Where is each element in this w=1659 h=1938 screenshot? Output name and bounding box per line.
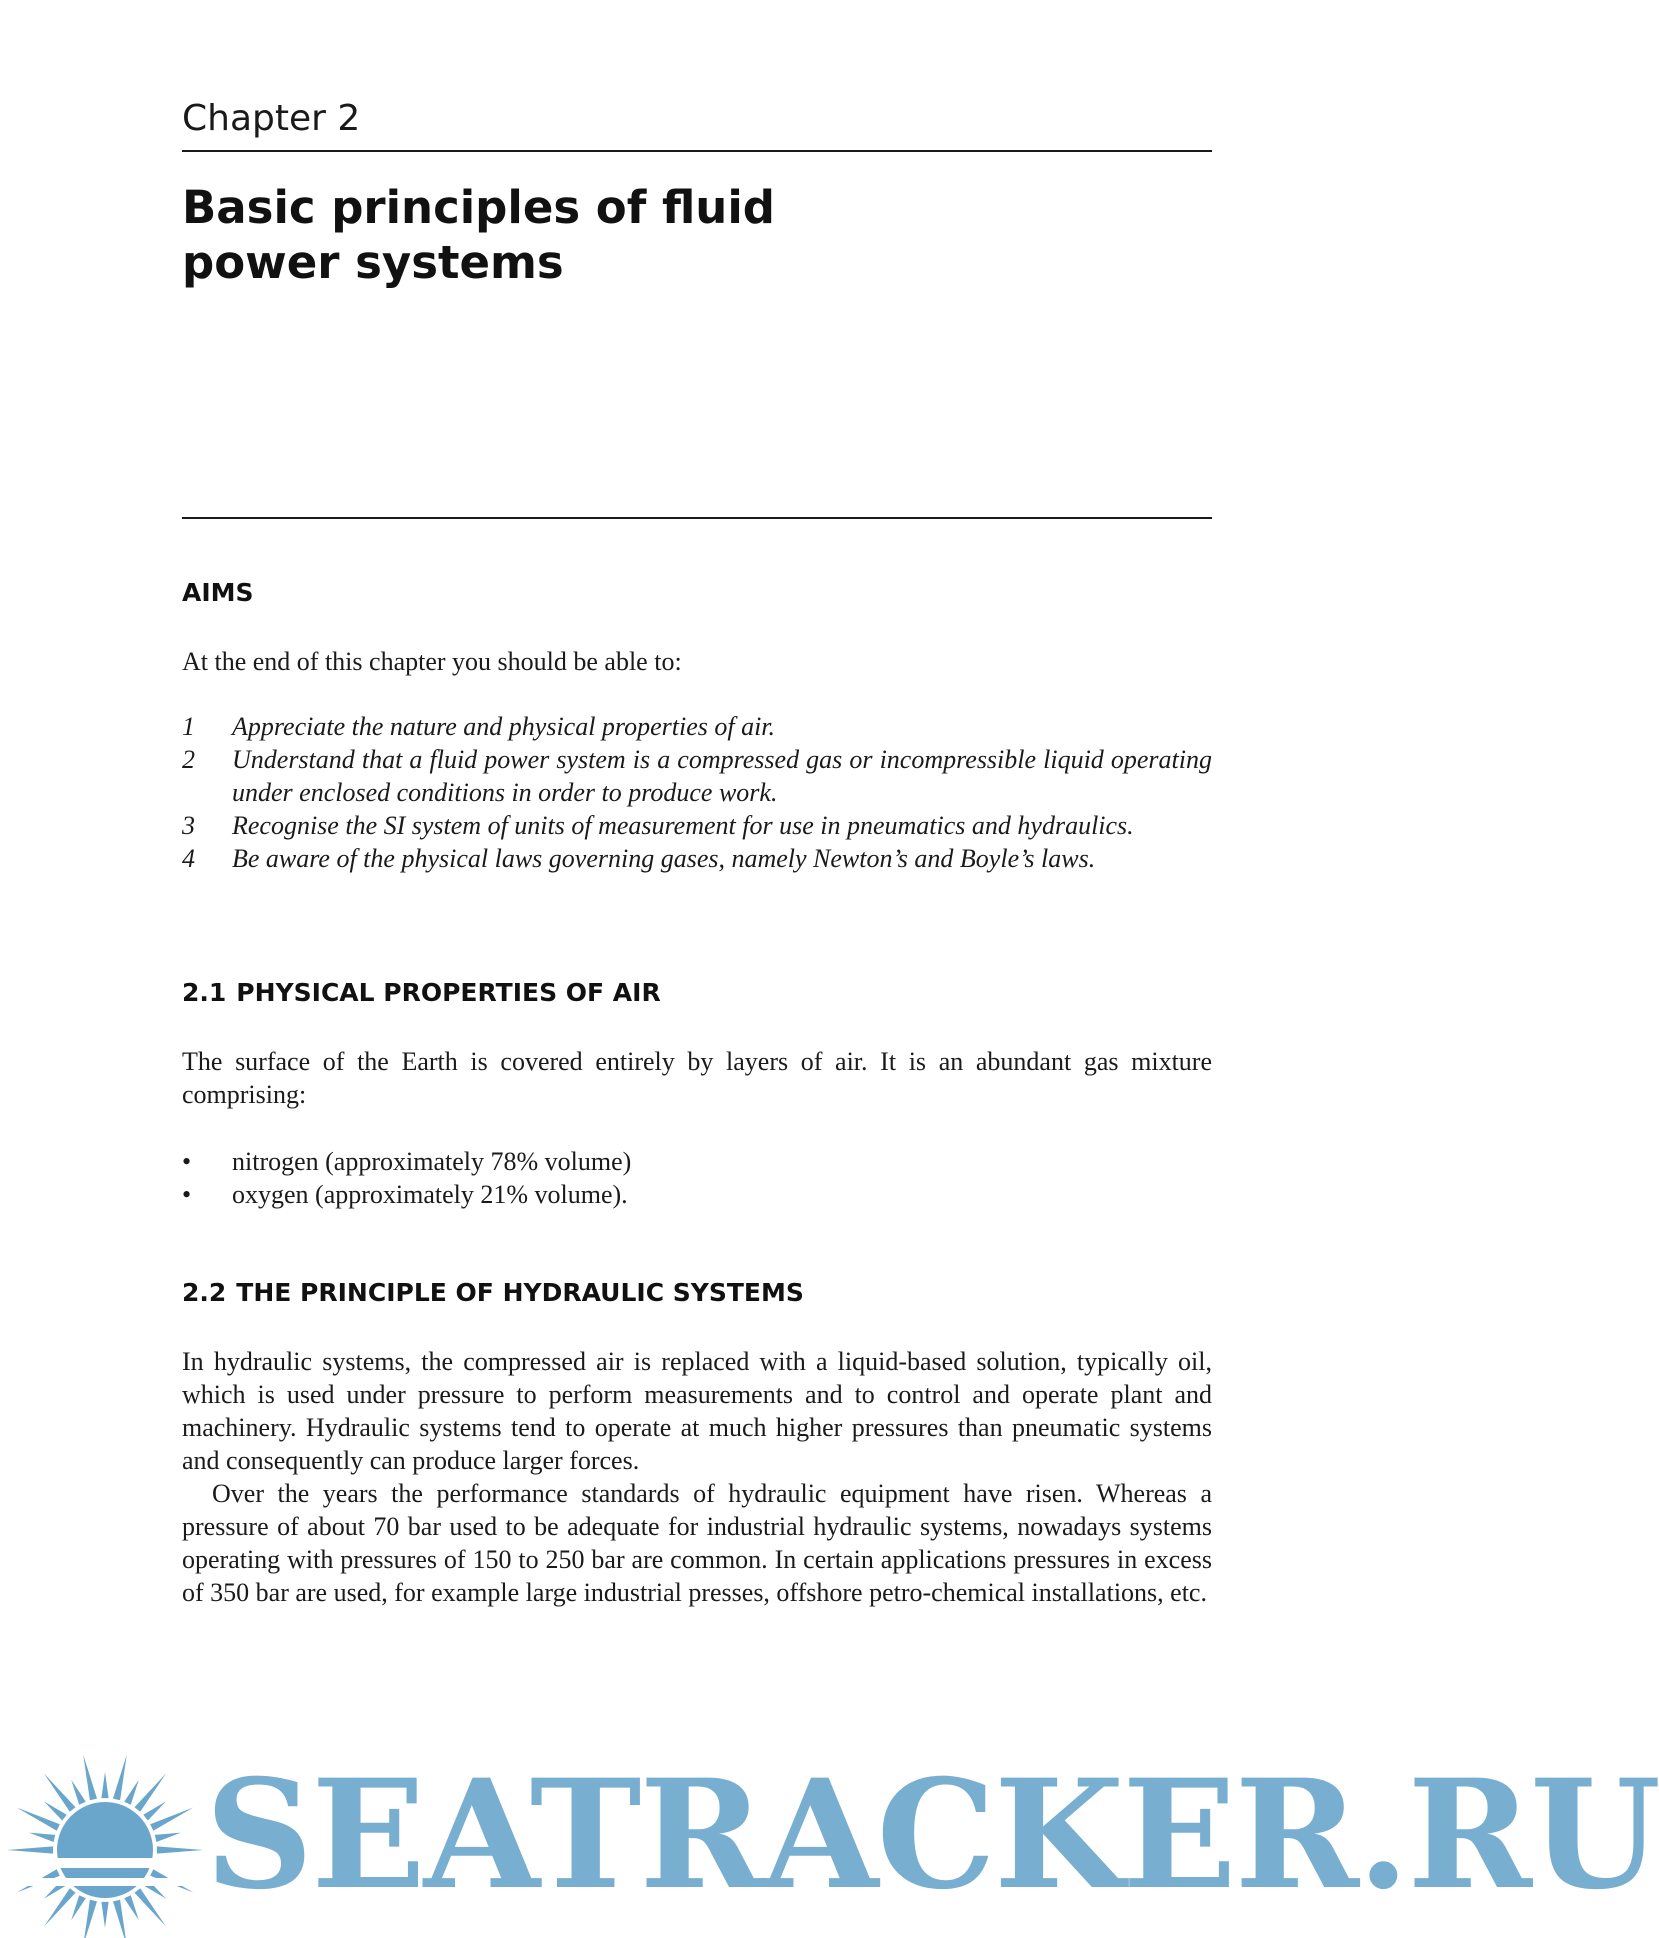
bullet-symbol: • <box>182 1180 192 1209</box>
sun-ray <box>71 1780 86 1805</box>
watermark-text: SEATRACKER.RU <box>205 1747 1659 1923</box>
sun-ray <box>157 1846 203 1853</box>
list-item-number: 1 <box>182 712 195 741</box>
sun-ray <box>113 1755 127 1801</box>
title-divider <box>182 517 1212 519</box>
list-item <box>182 1178 1212 1211</box>
list-item <box>182 743 1212 809</box>
section-2-2-paragraph-2: Over the years the performance standards of hydraulic equipment have risen. Whereas a pressure of about 70 bar used to be adequate for industrial hydraulic systems, nowadays systems operating with pressures of 150 to 250 bar are common. In certain applications pressures in excess of 350 bar are used, for example large industrial presses, offshore petro-chemical installations, etc. <box>182 1479 1212 1607</box>
sun-ray <box>7 1846 53 1853</box>
chapter-title: Basic principles of fluid power systems <box>182 181 775 289</box>
top-divider <box>182 150 1212 152</box>
list-item <box>182 710 1212 743</box>
aims-heading-text: AIMS <box>182 578 254 607</box>
sun-ray <box>101 1772 108 1798</box>
composition-list <box>182 1145 1212 1211</box>
sun-ray <box>124 1780 139 1805</box>
section-number: 2.2 <box>182 1278 227 1307</box>
list-item-text: nitrogen (approximately 78% volume) <box>232 1147 632 1176</box>
aims-heading <box>182 578 254 607</box>
list-item-number: 4 <box>182 844 195 873</box>
list-item <box>182 842 1212 875</box>
sun-ray <box>155 1833 181 1842</box>
list-item-text: Be aware of the physical laws governing gases, namely Newton’s and Boyle’s laws. <box>232 844 1096 873</box>
sun-ray <box>29 1833 55 1842</box>
sun-ray <box>83 1900 97 1938</box>
section-2-2-paragraph-1: In hydraulic systems, the compressed air is replaced with a liquid-based solution, typically oil, which is used under pressure to perform measurements and to control and operate plant and machinery. Hydraulic systems tend to operate at much higher pressures than pneumatic systems and consequently can produce larger forces. <box>182 1347 1212 1475</box>
list-item-number: 2 <box>182 745 195 774</box>
list-item-text: oxygen (approximately 21% volume). <box>232 1180 628 1209</box>
sun-ray <box>143 1801 166 1820</box>
section-title: THE PRINCIPLE OF HYDRAULIC SYSTEMS <box>236 1278 804 1307</box>
sun-ray <box>44 1801 67 1820</box>
sun-ray <box>83 1755 97 1801</box>
aims-intro: At the end of this chapter you should be able to: <box>182 647 682 676</box>
sun-ray <box>71 1895 86 1920</box>
list-item-text: Recognise the SI system of units of measurement for use in pneumatics and hydraulics. <box>232 811 1134 840</box>
list-item-number: 3 <box>182 811 195 840</box>
section-title: PHYSICAL PROPERTIES OF AIR <box>236 978 661 1007</box>
list-item-text: Appreciate the nature and physical properties of air. <box>232 712 776 741</box>
sun-ray <box>101 1902 108 1928</box>
sun-ray <box>124 1895 139 1920</box>
bullet-symbol: • <box>182 1147 192 1176</box>
list-item-text: Understand that a fluid power system is a compressed gas or incompressible liquid operating under enclosed conditions in order to produce work. <box>232 745 1212 807</box>
aims-list <box>182 710 1212 875</box>
list-item <box>182 1145 1212 1178</box>
section-2-2-heading <box>182 1278 804 1307</box>
section-number: 2.1 <box>182 978 227 1007</box>
section-2-1-heading <box>182 978 661 1007</box>
sun-ray <box>113 1900 127 1938</box>
list-item <box>182 809 1212 842</box>
chapter-label: Chapter 2 <box>182 98 361 139</box>
section-2-1-paragraph: The surface of the Earth is covered entirely by layers of air. It is an abundant gas mixture comprising: <box>182 1047 1212 1109</box>
